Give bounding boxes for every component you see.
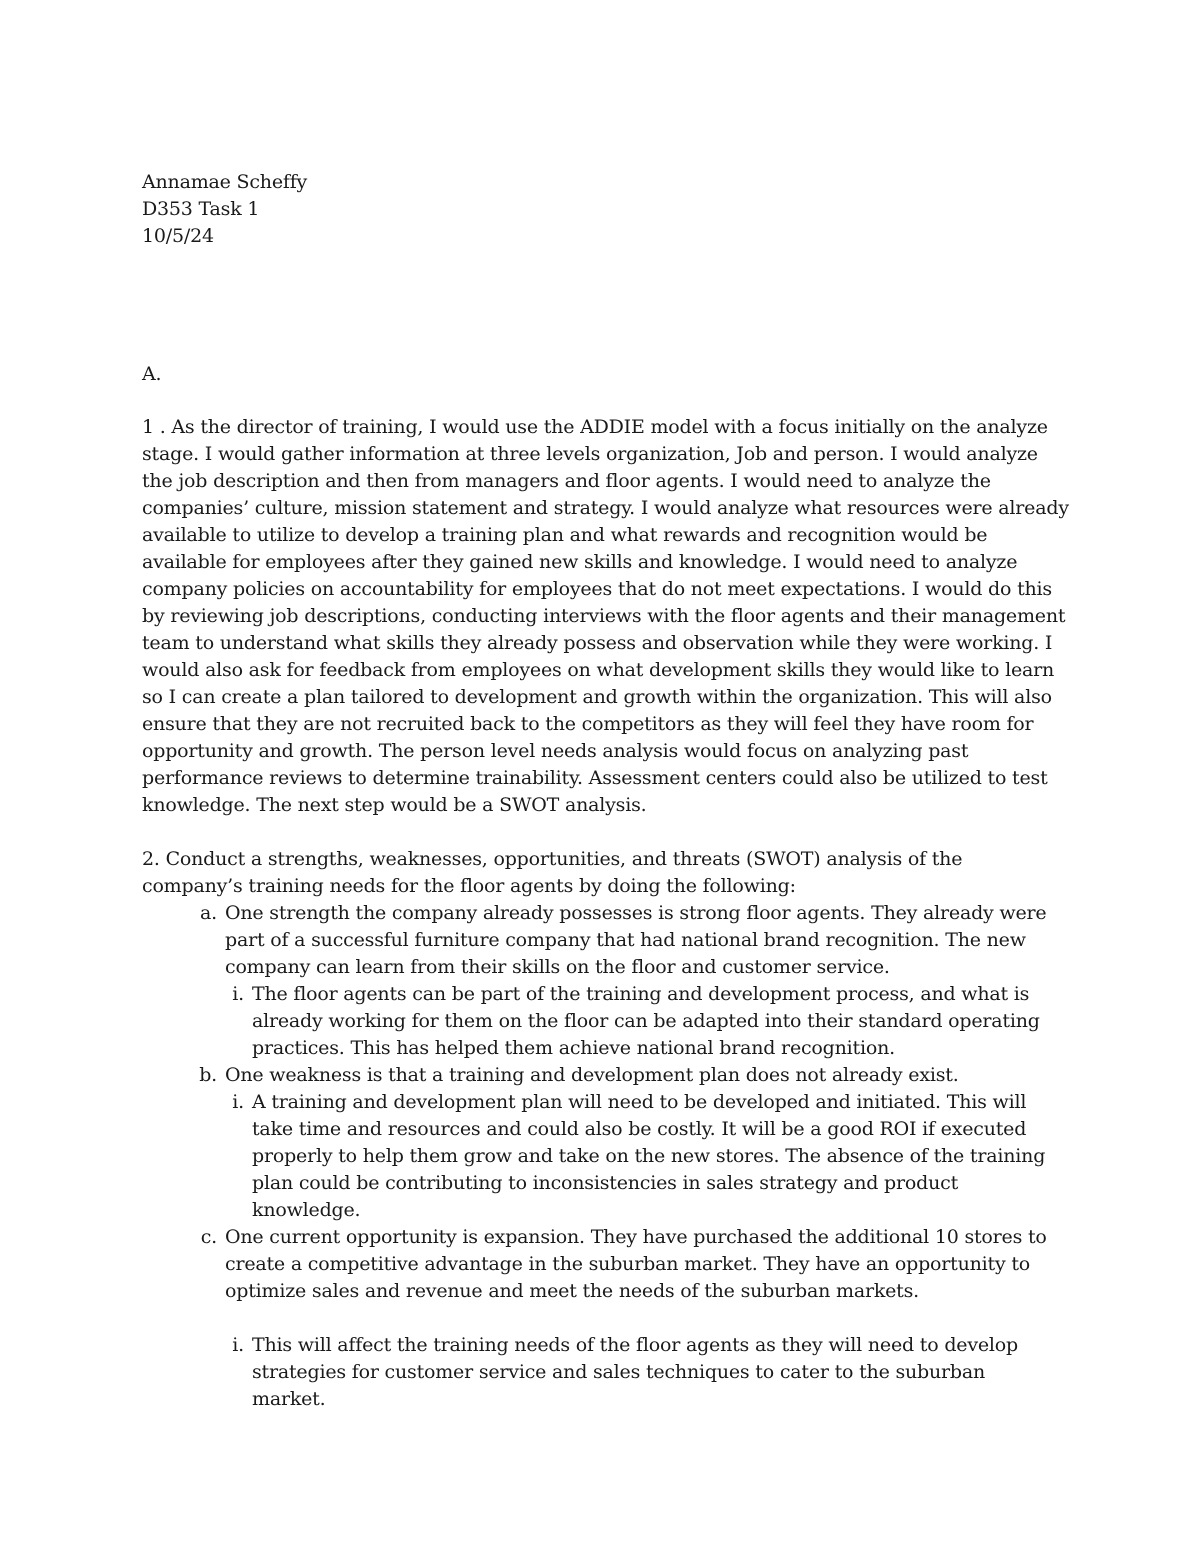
swot-item-weakness	[142, 1062, 1062, 1089]
swot-list	[142, 900, 1062, 1413]
swot-subitem-weakness	[142, 1089, 1062, 1224]
list-marker: b.	[199, 1064, 217, 1086]
list-item-text: One strength the company already possesses is strong floor agents. They already were part of a successful furniture company that had national brand recognition. The new company can learn from their skills on the floor and customer service.	[225, 902, 1047, 978]
question-2-intro	[142, 846, 1042, 900]
swot-item-opportunity	[142, 1224, 1062, 1305]
question-2-intro-text: 2. Conduct a strengths, weaknesses, opportunities, and threats (SWOT) analysis of the company’s training needs for the floor agents by doing the following:	[142, 848, 963, 897]
list-item-text: A training and development plan will need to be developed and initiated. This will take time and resources and could also be costly. It will be a good ROI if executed properly to help them grow and take on the new stores. The absence of the training plan could be contributing to inconsistencies in sales strategy and product knowledge.	[252, 1091, 1046, 1221]
document-header	[142, 169, 1042, 250]
list-marker: a.	[200, 902, 217, 924]
list-item-text: The floor agents can be part of the training and development process, and what is already working for them on the floor can be adapted into their standard operating practices. This has helped them achieve national brand recognition.	[252, 983, 1040, 1059]
list-item-text: One weakness is that a training and development plan does not already exist.	[225, 1064, 959, 1086]
question-1-answer	[142, 414, 1072, 819]
document-date: 10/5/24	[142, 225, 214, 247]
question-1-paragraph: 1 . As the director of training, I would use the ADDIE model with a focus initially on the analyze stage. I would gather information at three levels organization, Job and person. I would analyze the job description and then from managers and floor agents. I would need to analyze the companies’ culture, mission statement and strategy. I would analyze what resources were already available to utilize to develop a training plan and what rewards and recognition would be available for employees after they gained new skills and knowledge. I would need to analyze company policies on accountability for employees that do not meet expectations. I would do this by reviewing job descriptions, conducting interviews with the floor agents and their management team to understand what skills they already possess and observation while they were working. I would also ask for feedback from employees on what development skills they would like to learn so I can create a plan tailored to development and growth within the organization. This will also ensure that they are not recruited back to the competitors as they will feel they have room for opportunity and growth. The person level needs analysis would focus on analyzing past performance reviews to determine trainability. Assessment centers could also be utilized to test knowledge. The next step would be a SWOT analysis.	[142, 416, 1069, 816]
list-marker: i.	[232, 1091, 244, 1113]
swot-item-strength	[142, 900, 1062, 981]
course-title: D353 Task 1	[142, 198, 260, 220]
list-marker: c.	[200, 1226, 217, 1248]
swot-subitem-strength	[142, 981, 1062, 1062]
section-label: A.	[142, 363, 162, 385]
list-marker: i.	[232, 983, 244, 1005]
blank-line	[142, 1305, 1062, 1332]
swot-subitem-opportunity	[142, 1332, 1062, 1413]
author-name: Annamae Scheffy	[142, 171, 308, 193]
list-item-text: This will affect the training needs of the floor agents as they will need to develop strategies for customer service and sales techniques to cater to the suburban market.	[252, 1334, 1018, 1410]
list-marker: i.	[232, 1334, 244, 1356]
list-item-text: One current opportunity is expansion. They have purchased the additional 10 stores to create a competitive advantage in the suburban market. They have an opportunity to optimize sales and revenue and meet the needs of the suburban markets.	[225, 1226, 1047, 1302]
